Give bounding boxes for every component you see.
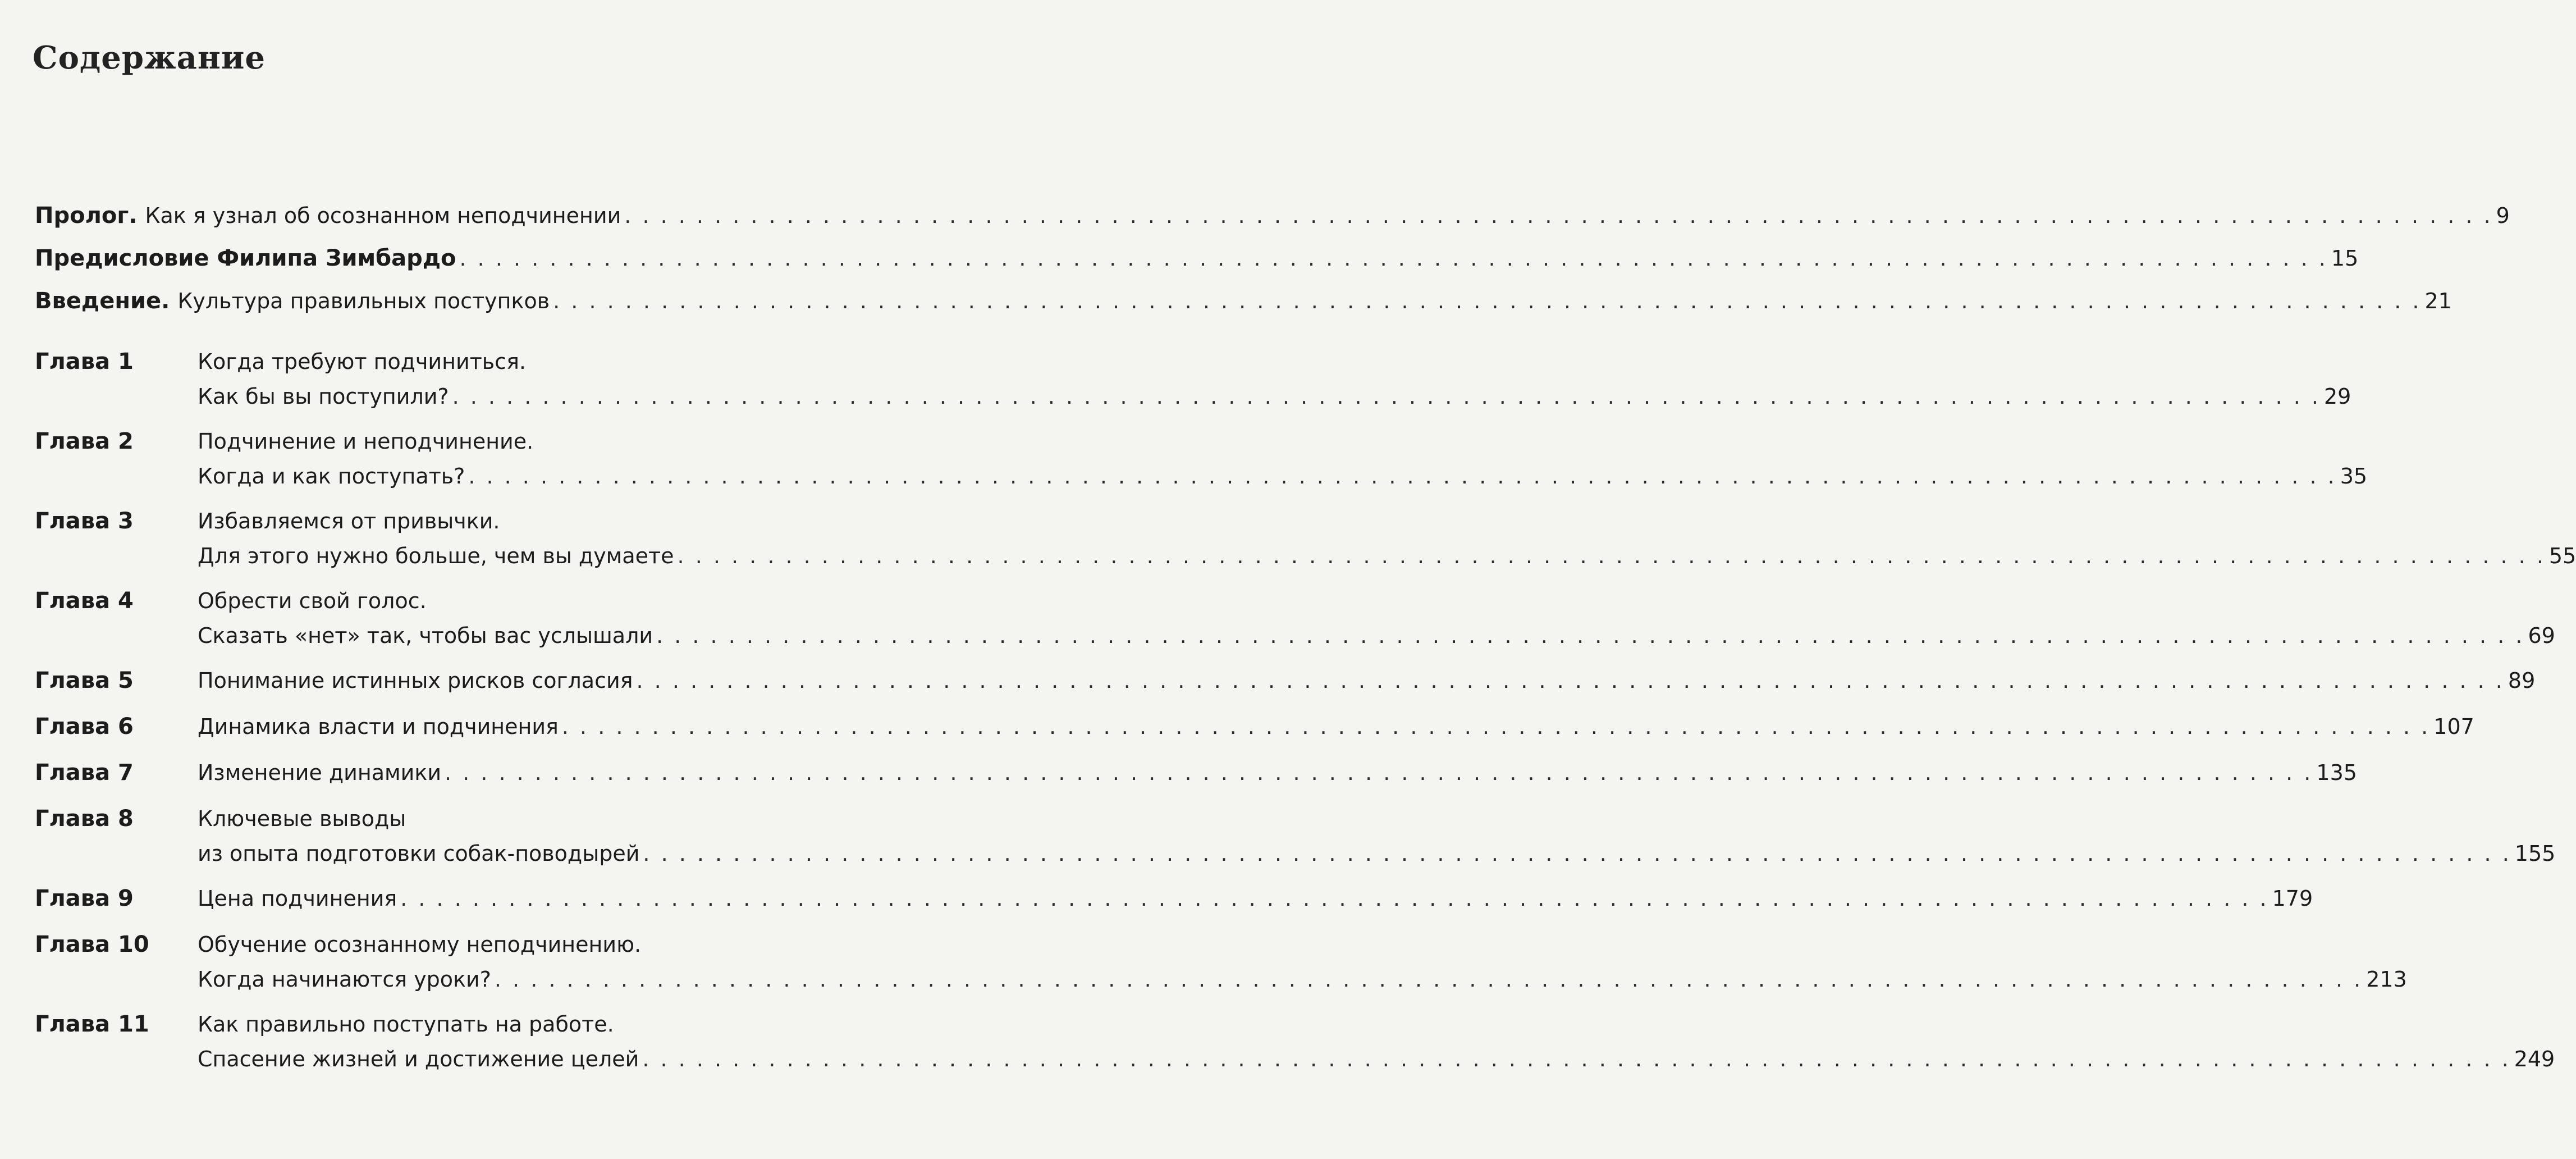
chapter-label: Глава 2	[35, 428, 134, 454]
chapter-title-line: Цена подчинения	[198, 886, 397, 911]
chapter-title-line: Ключевые выводы	[198, 806, 406, 831]
leader-dots	[400, 882, 2268, 915]
toc-entry-foreword	[35, 242, 2359, 275]
toc-chapter-6	[35, 710, 2474, 743]
page-title: Содержание	[33, 39, 266, 76]
page-number: 155	[2514, 841, 2556, 866]
leader-dots	[678, 540, 2546, 572]
chapter-label: Глава 9	[35, 886, 134, 911]
page-number: 15	[2331, 246, 2359, 271]
chapter-label: Глава 1	[35, 349, 134, 375]
chapter-title-line: Динамика власти и подчинения	[198, 714, 559, 739]
page-number: 107	[2433, 714, 2474, 739]
page-number: 35	[2340, 464, 2368, 489]
chapter-title-line: Понимание истинных рисков согласия	[198, 668, 633, 693]
toc-entry-introduction	[35, 285, 2452, 317]
toc-chapter-11	[35, 1008, 2555, 1075]
chapter-label: Глава 4	[35, 588, 134, 614]
leader-dots	[624, 199, 2492, 232]
leader-dots	[460, 242, 2328, 275]
page-number: 29	[2323, 384, 2351, 409]
chapter-subtitle-line: Когда начинаются уроки?	[198, 967, 491, 992]
toc-chapter-1	[35, 345, 2351, 413]
leader-dots	[495, 963, 2363, 996]
chapter-label: Глава 10	[35, 932, 149, 957]
page-number: 55	[2548, 544, 2576, 568]
page-number: 21	[2424, 289, 2452, 313]
leader-dots	[562, 710, 2430, 743]
chapter-title-line: Изменение динамики	[198, 760, 442, 785]
leader-dots	[643, 837, 2511, 870]
entry-label: Введение.	[35, 288, 170, 314]
chapter-label: Глава 6	[35, 714, 134, 740]
entry-label: Пролог.	[35, 203, 138, 229]
chapter-title-line: Подчинение и неподчинение.	[198, 429, 534, 454]
toc-chapter-2	[35, 425, 2368, 492]
page-number: 249	[2514, 1047, 2555, 1071]
chapter-title-line: Обучение осознанному неподчинению.	[198, 932, 642, 957]
chapter-label: Глава 7	[35, 760, 134, 786]
chapter-label: Глава 5	[35, 668, 134, 693]
chapter-subtitle-line: Как бы вы поступили?	[198, 384, 449, 409]
chapter-title-line: Как правильно поступать на работе.	[198, 1012, 614, 1037]
entry-title: Предисловие Филипа Зимбардо	[35, 245, 456, 271]
chapter-title-line: Когда требуют подчиниться.	[198, 349, 527, 374]
leader-dots	[553, 285, 2421, 317]
toc-chapter-4	[35, 585, 2555, 652]
toc-entry-prologue	[35, 199, 2510, 232]
entry-title: Культура правильных поступков	[177, 289, 550, 313]
chapter-label: Глава 11	[35, 1011, 149, 1037]
chapter-subtitle-line: Сказать «нет» так, чтобы вас услышали	[198, 623, 653, 648]
toc-chapter-5	[35, 664, 2536, 697]
entry-title: Как я узнал об осознанном неподчинении	[145, 203, 621, 228]
table-of-contents	[35, 199, 2576, 1075]
page-number: 179	[2272, 886, 2313, 911]
leader-dots	[445, 756, 2313, 789]
chapter-subtitle-line: из опыта подготовки собак-поводырей	[198, 841, 640, 866]
toc-chapter-3	[35, 505, 2576, 572]
page-number: 135	[2316, 760, 2357, 785]
chapter-subtitle-line: Когда и как поступать?	[198, 464, 465, 489]
chapter-label: Глава 3	[35, 508, 134, 534]
page-number: 89	[2508, 668, 2536, 693]
leader-dots	[642, 1043, 2510, 1075]
leader-dots	[468, 460, 2336, 492]
chapter-label: Глава 8	[35, 806, 134, 832]
chapter-subtitle-line: Спасение жизней и достижение целей	[198, 1047, 639, 1071]
toc-chapter-9	[35, 882, 2313, 915]
toc-chapter-10	[35, 928, 2407, 996]
page-number: 69	[2528, 623, 2555, 648]
toc-chapter-7	[35, 756, 2357, 789]
toc-chapter-8	[35, 802, 2556, 870]
chapter-subtitle-line: Для этого нужно больше, чем вы думаете	[198, 544, 674, 568]
page-number: 9	[2496, 203, 2510, 228]
leader-dots	[637, 664, 2505, 697]
leader-dots	[452, 380, 2321, 413]
chapter-title-line: Обрести свой голос.	[198, 588, 427, 613]
chapter-title-line: Избавляемся от привычки.	[198, 509, 500, 533]
page-number: 213	[2366, 967, 2407, 992]
leader-dots	[656, 619, 2524, 652]
